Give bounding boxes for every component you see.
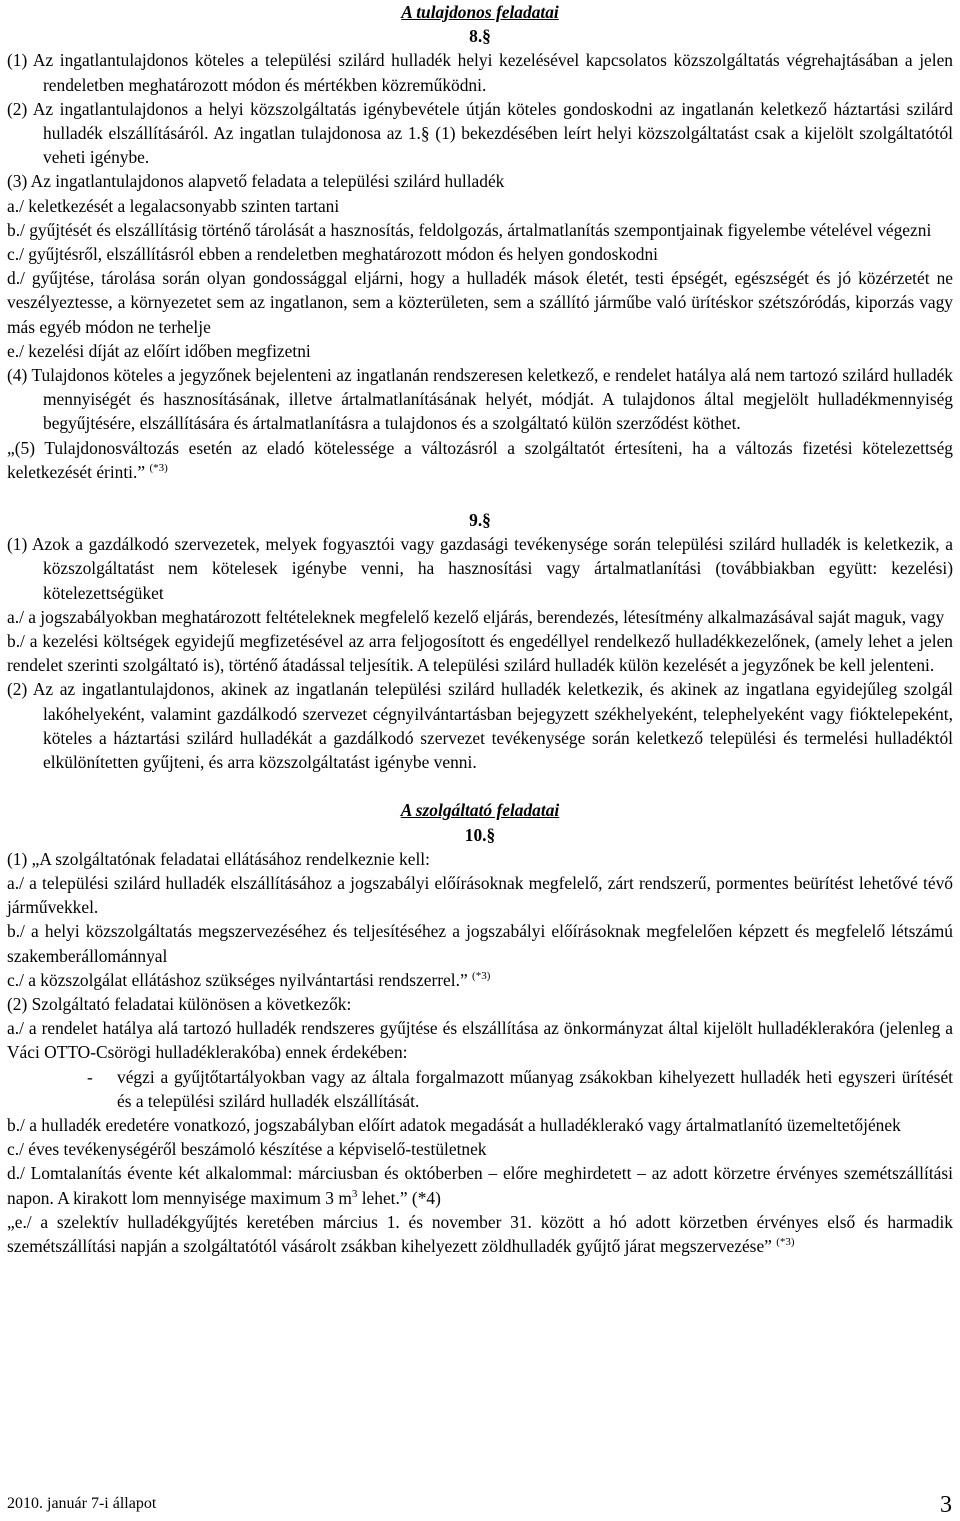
- spacer: [7, 484, 953, 508]
- s10-item-e2: [7, 1210, 953, 1258]
- s8-paragraph-5: [7, 436, 953, 484]
- s8-paragraph-5-text: „(5) Tulajdonosváltozás esetén az eladó kötelessége a változásról a szolgáltatót értesíteni, ha a változás fizetési kötelezettség keletkezését érinti.”: [7, 437, 953, 482]
- s10-item-e2-ref: (*3): [776, 1236, 795, 1249]
- s10-item-c-text: c./ a közszolgálat ellátáshoz szükséges nyilvántartási rendszerrel.”: [7, 969, 468, 990]
- s10-item-c2: c./ éves tevékenységéről beszámoló készítése a képviselő-testületnek: [7, 1139, 487, 1160]
- section-8-title: A tulajdonos feladatai: [401, 2, 559, 22]
- section-10-title: A szolgáltató feladatai: [400, 800, 560, 821]
- s8-paragraph-3: (3) Az ingatlantulajdonos alapvető feladata a települési szilárd hulladék: [7, 171, 505, 192]
- section-10-number: 10.§: [464, 824, 496, 845]
- s10-item-a2: a./ a rendelet hatálya alá tartozó hulladék rendszeres gyűjtése és elszállítása az önkormányzat által kijelölt hulladéklerakóra (jelenleg a Váci OTTO-Csörögi hulladéklerakóba) ennek érdekében:: [7, 1018, 953, 1063]
- spacer: [7, 774, 953, 798]
- s8-item-a: a./ keletkezését a legalacsonyabb szinten tartani: [7, 195, 340, 216]
- s8-item-c: c./ gyűjtésről, elszállításról ebben a rendeletben meghatározott módon és helyen gondoskodni: [7, 244, 658, 265]
- s8-paragraph-5-ref: (*3): [149, 462, 168, 475]
- page-number: 3: [940, 1492, 952, 1518]
- dash-marker: -: [87, 1066, 93, 1087]
- s9-paragraph-1: (1) Azok a gazdálkodó szervezetek, melyek fogyasztói vagy gazdasági tevékenysége során települési szilárd hulladék is keletkezik, a közszolgáltatást nem kötelesek igénybe venni, ha hasznosítási vagy ártalmatlanítási (továbbiakban együtt: kezelési) kötelezettségüket: [7, 534, 953, 603]
- s8-item-e: e./ kezelési díját az előírt időben megfizetni: [7, 340, 311, 361]
- s9-item-b: b./ a kezelési költségek egyidejű megfizetésével az arra feljogosított és engedéllyel rendelkező hulladékkezelőnek, (amely lehet a jelen rendelet szerinti szolgáltató is), történő átadással teljesítik. A települési szilárd hulladék külön kezelését a jegyzőnek be kell jelenteni.: [7, 631, 953, 676]
- s10-item-d2-text: d./ Lomtalanítás évente két alkalommal: márciusban és októberben – előre meghirdetett – az adott körzetre érvényes szemétszállítási napon. A kirakott lom mennyisége maximum 3 m: [7, 1163, 953, 1208]
- s10-item-d2: [7, 1161, 953, 1209]
- s10-paragraph-2: (2) Szolgáltató feladatai különösen a következők:: [7, 993, 352, 1014]
- s10-item-a: a./ a települési szilárd hulladék elszállításához a jogszabályi előírásoknak megfelelő, zárt rendszerű, pormentes beürítést lehetővé tévő járművekkel.: [7, 872, 953, 918]
- s10-item-b2: b./ a hulladék eredetére vonatkozó, jogszabályban előírt adatok megadását a hulladéklerakó vagy ártalmatlanító üzemeltetőjének: [7, 1114, 901, 1135]
- dash-item-text: végzi a gyűjtőtartályokban vagy az általa forgalmazott műanyag zsákokban kihelyezett hulladék heti egyszeri ürítését és a települési szilárd hulladék elszállítását.: [117, 1066, 953, 1111]
- section-10-title-row: [7, 798, 953, 822]
- s10-item-d2-sup: 3: [351, 1187, 358, 1200]
- s8-paragraph-1: (1) Az ingatlantulajdonos köteles a települési szilárd hulladék helyi kezelésével kapcsolatos közszolgáltatás végrehajtásában a jelen rendeletben meghatározott módon és mértékben közreműködni.: [7, 50, 953, 95]
- s10-item-c: [7, 968, 953, 992]
- s10-item-b: b./ a helyi közszolgáltatás megszervezéséhez és teljesítéséhez a jogszabályi előírásoknak megfelelően képzett és megfelelő létszámú szakemberállománnyal: [7, 921, 953, 966]
- section-8-number: 8.§: [469, 26, 491, 47]
- s8-item-d: d./ gyűjtése, tárolása során olyan gondossággal eljárni, hogy a hulladék mások életét, testi épségét, egészségét és jó közérzetét ne veszélyeztesse, a környezetet sem az ingatlanon, sem a közterületen, sem a szállító járműbe való ürítéskor szétszóródás, kiporzás vagy más egyéb módon ne terhelje: [7, 268, 953, 337]
- footer-date: 2010. január 7-i állapot: [7, 1495, 157, 1512]
- s8-paragraph-2: (2) Az ingatlantulajdonos a helyi közszolgáltatás igénybevétele útján köteles gondoskodni az ingatlanán keletkező háztartási szilárd hulladék elszállításáról. Az ingatlan tulajdonosa az 1.§ (1) bekezdésében leírt helyi közszolgáltatást csak a kijelölt szolgáltatótól veheti igénybe.: [7, 98, 953, 168]
- section-9-number: 9.§: [469, 510, 491, 531]
- s10-item-c-ref: (*3): [472, 969, 491, 982]
- s8-paragraph-4: (4) Tulajdonos köteles a jegyzőnek bejelenteni az ingatlanán rendszeresen keletkező, e rendelet hatálya alá nem tartozó szilárd hulladék mennyiségét és hasznosításának, illetve ártalmatlanításának helyét, módját. A tulajdonos által megjelölt hulladékmennyiség begyűjtésére, elszállítására és ártalmatlanításra a tulajdonos és a szolgáltató külön szerződést köthet.: [7, 365, 953, 434]
- document-body: [7, 0, 953, 1258]
- s9-paragraph-2: (2) Az az ingatlantulajdonos, akinek az ingatlanán települési szilárd hulladék keletkezik, és akinek az ingatlana egyidejűleg szolgál lakóhelyeként, valamint gazdálkodó szervezet cégnyilvántartásban bejegyzett székhelyeként, telephelyeként vagy fióktelepeként, köteles a háztartási szilárd hulladékát a gazdálkodó szervezet tevékenysége során keletkező települési és termelési hulladéktól elkülönítetten gyűjteni, és arra közszolgáltatást igénybe venni.: [7, 679, 953, 773]
- s10-dash-item: [7, 1065, 953, 1113]
- s10-item-d2-end: lehet.” (*4): [357, 1187, 441, 1208]
- s8-item-b: b./ gyűjtését és elszállításig történő tárolását a hasznosítás, feldolgozás, ártalmatlanítás szempontjainak figyelembe vételével végezni: [7, 219, 932, 240]
- s10-item-e2-text: „e./ a szelektív hulladékgyűjtés keretében március 1. és november 31. között a hó adott körzetben érvényes első és harmadik szemétszállítási napján a szolgáltatótól vásárolt zsákban kihelyezett zöldhulladék gyűjtő járat megszervezése”: [7, 1211, 953, 1256]
- section-8-title-row: [7, 0, 953, 24]
- s10-paragraph-1: (1) „A szolgáltatónak feladatai ellátásához rendelkeznie kell:: [7, 848, 430, 869]
- s9-item-a: a./ a jogszabályokban meghatározott feltételeknek megfelelő kezelő eljárás, berendezés, létesítmény alkalmazásával saját maguk, vagy: [7, 606, 945, 627]
